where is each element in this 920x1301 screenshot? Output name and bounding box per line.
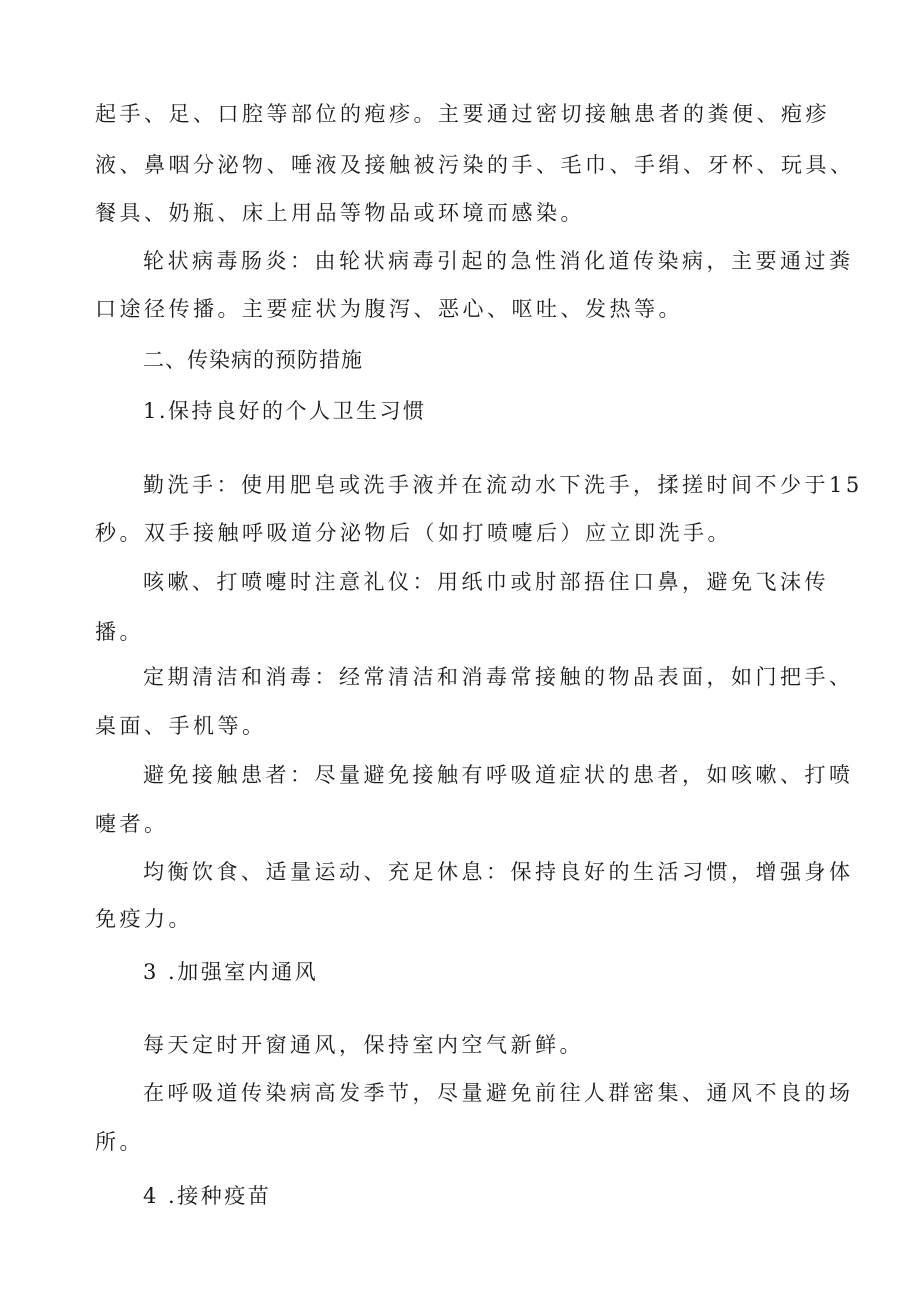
paragraph-line: 轮状病毒肠炎：由轮状病毒引起的急性消化道传染病，主要通过粪: [143, 249, 854, 273]
paragraph-line: 起手、足、口腔等部位的疱疹。主要通过密切接触患者的粪便、疱疹: [95, 102, 830, 126]
paragraph-line: 免疫力。: [95, 907, 193, 931]
section-heading: 二、传染病的预防措施: [143, 348, 363, 372]
paragraph-line: 定期清洁和消毒：经常清洁和消毒常接触的物品表面，如门把手、: [143, 665, 854, 689]
paragraph-line: 秒。双手接触呼吸道分泌物后（如打喷嚏后）应立即洗手。: [95, 521, 732, 545]
paragraph-line: 液、鼻咽分泌物、唾液及接触被污染的手、毛巾、手绢、牙杯、玩具、: [95, 153, 855, 177]
subsection-heading: 1.保持良好的个人卫生习惯: [143, 399, 427, 423]
paragraph-line: 口途径传播。主要症状为腹泻、恶心、呕吐、发热等。: [95, 297, 683, 321]
paragraph-line: 嚏者。: [95, 812, 169, 836]
subsection-heading: 3 .加强室内通风: [143, 960, 319, 984]
paragraph-line: 避免接触患者：尽量避免接触有呼吸道症状的患者，如咳嗽、打喷: [143, 763, 854, 787]
paragraph-line: 在呼吸道传染病高发季节，尽量避免前往人群密集、通风不良的场: [143, 1081, 854, 1105]
paragraph-line: 咳嗽、打喷嚏时注意礼仪：用纸巾或肘部捂住口鼻，避免飞沫传: [143, 570, 829, 594]
paragraph-line: 餐具、奶瓶、床上用品等物品或环境而感染。: [95, 201, 585, 225]
paragraph-line: 播。: [95, 620, 144, 644]
paragraph-line: 勤洗手：使用肥皂或洗手液并在流动水下洗手，揉搓时间不少于15: [143, 473, 863, 497]
paragraph-line: 桌面、手机等。: [95, 714, 267, 738]
paragraph-line: 均衡饮食、适量运动、充足休息：保持良好的生活习惯，增强身体: [143, 860, 854, 884]
subsection-heading: 4 .接种疫苗: [143, 1184, 272, 1208]
paragraph-line: 所。: [95, 1130, 144, 1154]
paragraph-line: 每天定时开窗通风，保持室内空气新鲜。: [143, 1033, 584, 1057]
